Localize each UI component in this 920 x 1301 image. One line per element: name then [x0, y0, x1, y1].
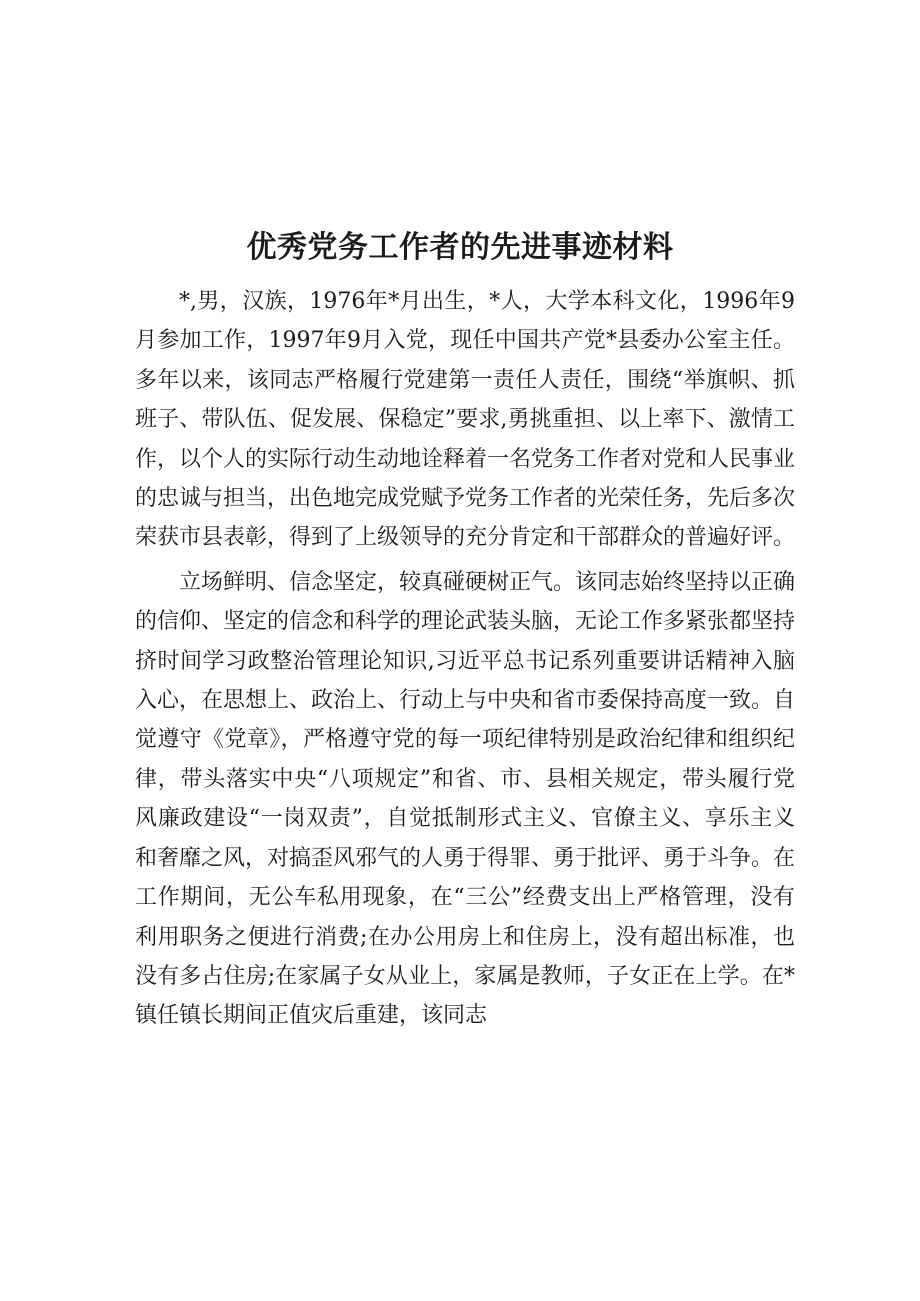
document-body	[135, 282, 795, 1041]
paragraph-political-stance: 立场鲜明、信念坚定，较真碰硬树正气。该同志始终坚持以正确的信仰、坚定的信念和科学的理论武装头脑，无论工作多紧张都坚持挤时间学习政整治管理论知识,习近平总书记系列重要讲话精神入脑入心，在思想上、政治上、行动上与中央和省市委保持高度一致。自觉遵守《党章》，严格遵守党的每一项纪律特别是政治纪律和组织纪律，带头落实中央“八项规定”和省、市、县相关规定，带头履行党风廉政建设“一岗双责”，自觉抵制形式主义、官僚主义、享乐主义和奢靡之风，对搞歪风邪气的人勇于得罪、勇于批评、勇于斗争。在工作期间，无公车私用现象，在“三公”经费支出上严格管理，没有利用职务之便进行消费;在办公用房上和住房上，没有超出标准，也没有多占住房;在家属子女从业上，家属是教师，子女正在上学。在*镇任镇长期间正值灾后重建，该同志	[135, 569, 796, 1029]
document-title: 优秀党务工作者的先进事迹材料	[246, 230, 674, 265]
paragraph-intro: *,男，汉族，1976年*月出生，*人，大学本科文化，1996年9月参加工作，1997年9月入党，现任中国共产党*县委办公室主任。多年以来，该同志严格履行党建第一责任人责任，围绕“举旗帜、抓班子、带队伍、促发展、保稳定”要求,勇挑重担、以上率下、激情工作，以个人的实际行动生动地诠释着一名党务工作者对党和人民事业的忠诚与担当，出色地完成党赋予党务工作者的光荣任务，先后多次荣获市县表彰，得到了上级领导的充分肯定和干部群众的普遍好评。	[135, 289, 796, 551]
